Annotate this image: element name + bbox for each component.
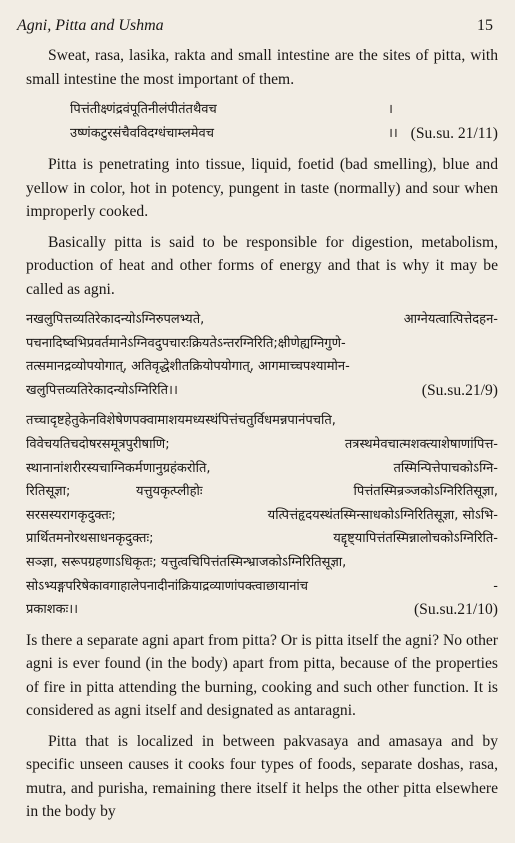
verse-line: सञ्ज्ञा, सरूपग्रहणाऽधिकृतः; यत्तुत्वचिपित्तंतस्मिन्भ्राजकोऽग्निरितिसूज्ञा, [26,554,347,570]
verse-reference: (Su.su.21/9) [421,381,498,399]
verse-line [26,480,498,504]
verse-text: तस्मिन्पित्तेपाचकोऽग्नि- [393,460,498,476]
verse-text: विवेचयतिचदोषरसमूत्रपुरीषाणि; [26,436,170,452]
verse-line: तत्समानद्रव्योपयोगात्, अतिवृद्धेशीतक्रियोपयोगात्, आगमाच्चपश्यामोन- [26,359,350,375]
verse-reference: (Su.su.21/10) [413,601,498,619]
verse-reference: (Su.su. 21/11) [410,125,498,142]
page-body [26,44,498,824]
verse-line [26,527,498,551]
verse-hyphen: - [493,578,498,594]
verse-text: यत्तुयकृत्प्लीहोः [136,484,203,500]
verse-text: प्रार्थितमनोरथसाधनकृदुक्तः; [26,531,154,547]
verse-text: उष्णंकटुरसंचैवविदग्धंचाम्लमेवच [70,126,214,141]
paragraph-sites-of-pitta: Sweat, rasa, lasika, rakta and small intestine are the sites of pitta, with small intestine the most important of them. [26,47,498,88]
verse-text: यत्पित्तंहृदयस्थंतस्मिन्साधकोऽग्निरितिसूज्ञा, सोऽभि- [267,507,498,523]
verse-line [26,308,498,332]
verse-line [70,122,498,146]
verse-line [26,598,498,622]
verse-text: प्रकाशकः।। [26,602,79,618]
verse-line: तच्चादृष्टहेतुकेनविशेषेणपक्वामाशयमध्यस्थंपित्तंचतुर्विधमन्नपानंपचति, [26,413,336,429]
page-number: 15 [477,17,493,34]
verse-line: पचनादिष्वभिप्रवर्तमानेऽग्निवदुपचारःक्रियतेऽन्तरग्निरिति;क्षीणेह्यग्निगुणे- [26,335,346,351]
verse-text: नखलुपित्तव्यतिरेकादन्योऽग्निरुपलभ्यते, [26,312,205,327]
sanskrit-verse-su-21-9 [26,308,498,402]
running-head: Agni, Pitta and Ushma [17,17,164,34]
verse-text: पित्तंतस्मिन्रञ्जकोऽग्निरितिसूज्ञा, [353,484,498,500]
paragraph-pitta-functions: Basically pitta is said to be responsible for digestion, metabolism, production of heat and other forms of energy and that is why it may be called as agni. [26,233,498,298]
verse-text: स्थानानांशरीरस्यचाग्निकर्मणानुग्रहंकरोति, [26,460,211,476]
verse-text: सोऽभ्यङ्गपरिषेकावगाहालेपनादीनांक्रियाद्रव्याणांपक्त्वाछायानांच [26,578,309,594]
verse-text: खलुपित्तव्यतिरेकादन्योऽग्निरिति।। [26,382,178,398]
verse-text: रितिसूज्ञा; [26,484,71,500]
verse-double-danda: ।। [388,126,398,141]
verse-text: सरसस्यरागकृदुक्तः; [26,507,116,523]
verse-line [26,457,498,481]
paragraph-pitta-qualities: Pitta is penetrating into tissue, liquid, foetid (bad smelling), blue and yellow in color, hot in potency, pungent in taste (normally) and sour when improperly cooked. [26,156,498,220]
verse-text: आग्नेयत्वात्पित्तेदहन- [403,312,498,327]
verse-line [70,98,498,122]
sanskrit-verse-su-21-10 [26,409,498,621]
verse-line [26,433,498,457]
verse-danda: । [388,102,393,117]
sanskrit-verse-su-21-11 [70,98,498,146]
verse-text: पित्तंतीक्ष्णंद्रवंपूतिनीलंपीतंतथैवच [70,102,217,117]
verse-line [26,504,498,528]
page-header [17,14,493,38]
verse-text: तत्रस्थमेवचात्मशक्त्याशेषाणांपित्त- [344,436,498,452]
verse-text: यद्दृष्ट्यापित्तंतस्मिन्नालोचकोऽग्निरिति- [333,531,498,547]
paragraph-pachaka-pitta: Pitta that is localized in between pakvasaya and amasaya and by specific unseen causes it cooks four types of foods, separate doshas, rasa, mutra, and purisha, remaining there itself it helps the other pitta elsewhere in the body by [26,732,498,821]
verse-line [26,575,498,599]
verse-line [26,379,498,403]
paragraph-separate-agni: Is there a separate agni apart from pitta? Or is pitta itself the agni? No other agni is ever found (in the body) apart from pitta, because of the properties of fire in pitta attending the burning, cooking and such other function. It is considered as agni itself and designated as antaragni. [26,631,498,720]
